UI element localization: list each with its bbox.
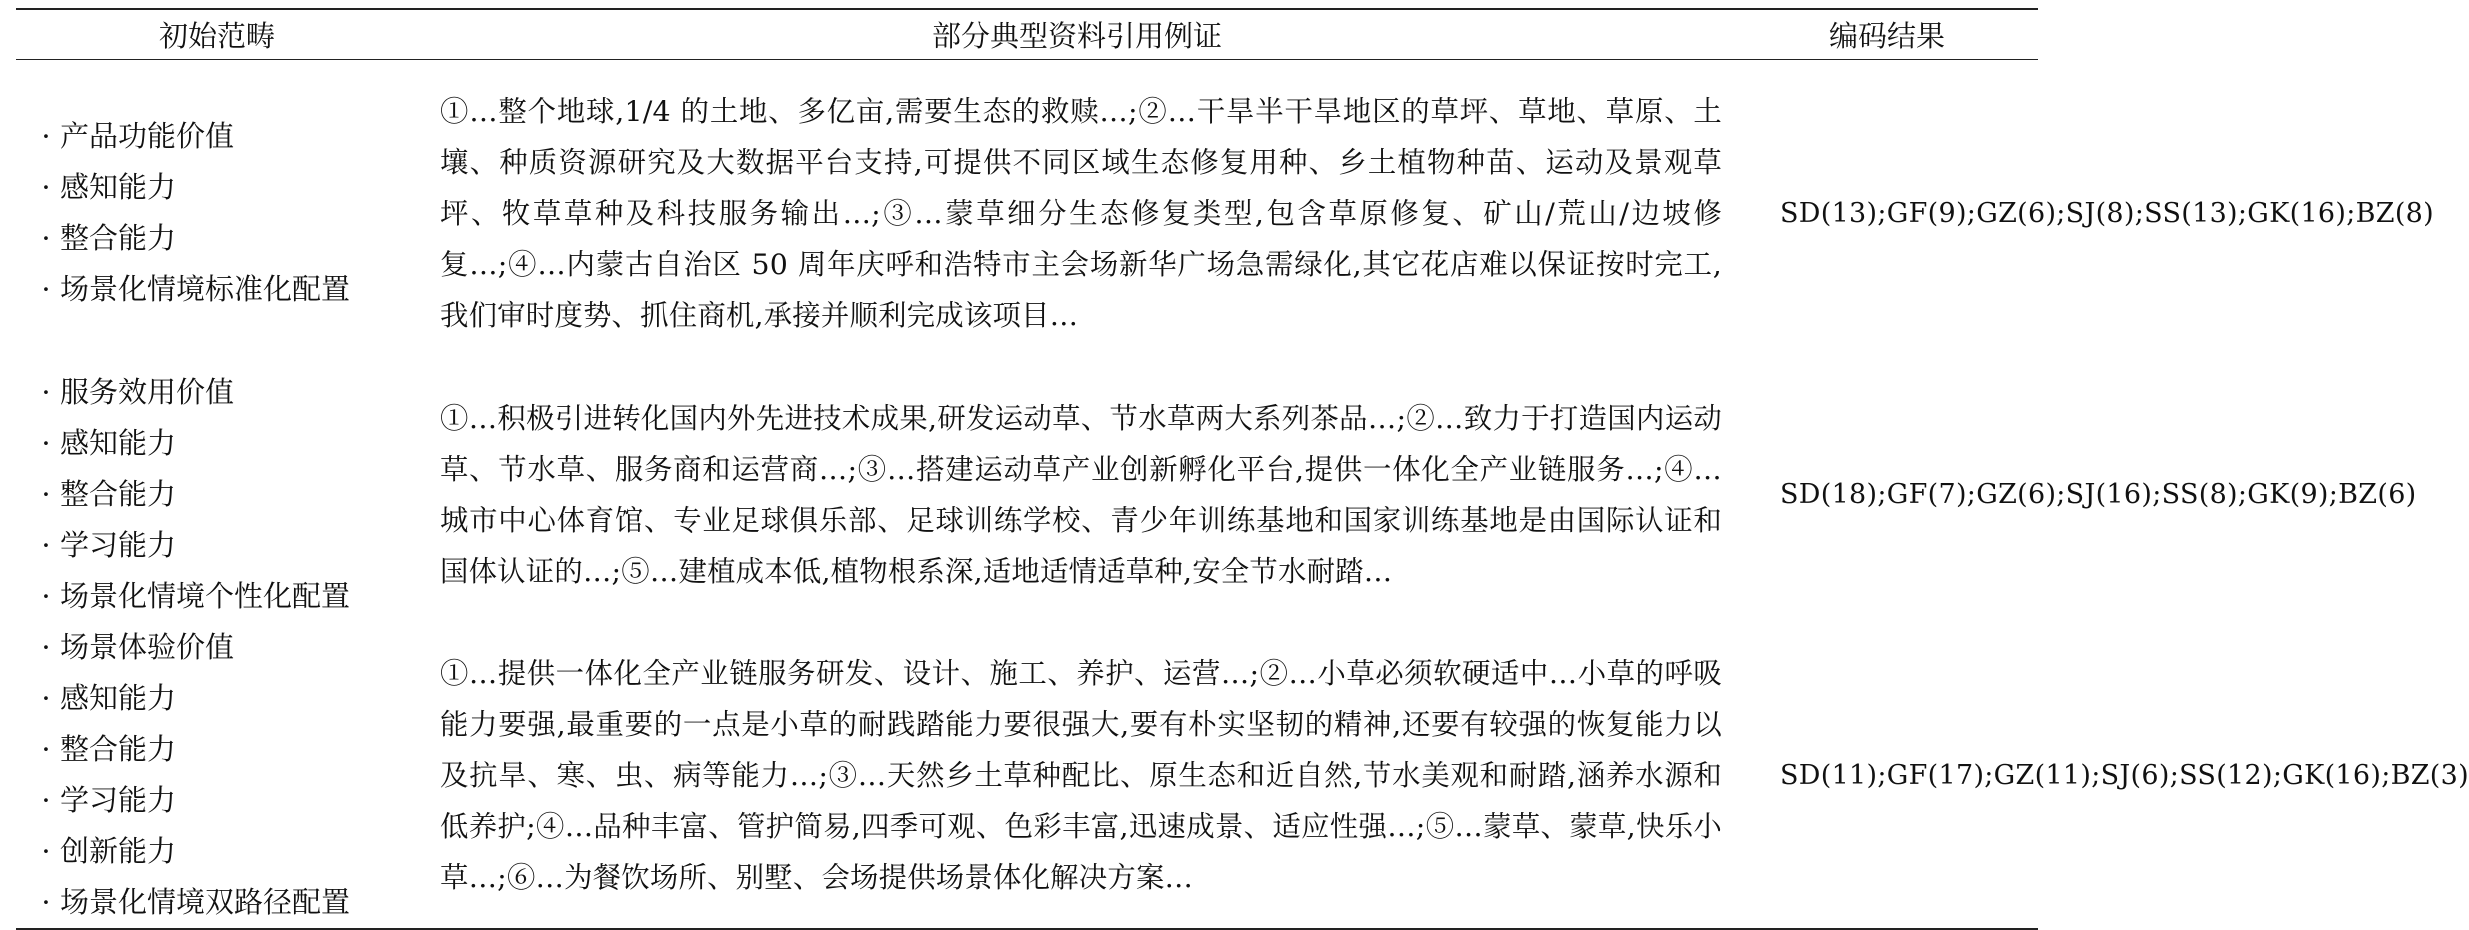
category-cell [16, 367, 418, 622]
category-item: · 场景体验价值 [36, 622, 418, 673]
category-item: · 感知能力 [36, 162, 418, 213]
category-list [16, 367, 418, 622]
category-item: · 场景化情境标准化配置 [36, 264, 418, 315]
header-initial-category: 初始范畴 [16, 9, 418, 59]
category-item: · 场景化情境双路径配置 [36, 877, 418, 928]
category-item: · 整合能力 [36, 469, 418, 520]
table-row [16, 622, 2038, 929]
table-row [16, 59, 2038, 367]
category-item: · 感知能力 [36, 673, 418, 724]
category-item: · 学习能力 [36, 775, 418, 826]
category-item: · 服务效用价值 [36, 367, 418, 418]
category-item: · 整合能力 [36, 213, 418, 264]
result-cell: SD(18);GF(7);GZ(6);SJ(16);SS(8);GK(9);BZ(6) [1780, 479, 2417, 510]
example-cell: ①…整个地球,1/4 的土地、多亿亩,需要生态的救赎…;②…干旱半干旱地区的草坪、草地、草原、土壤、种质资源研究及大数据平台支持,可提供不同区域生态修复用种、乡土植物种苗、运动及景观草坪、牧草草种及科技服务输出…;③…蒙草细分生态修复类型,包含草原修复、矿山/荒山/边坡修复…;④…内蒙古自治区 50 周年庆呼和浩特市主会场新华广场急需绿化,其它花店难以保证按时完工,我们审时度势、抓住商机,承接并顺利完成该项目… [440, 94, 1722, 332]
category-cell [16, 59, 418, 367]
example-cell: ①…积极引进转化国内外先进技术成果,研发运动草、节水草两大系列茶品…;②…致力于打造国内运动草、节水草、服务商和运营商…;③…搭建运动草产业创新孵化平台,提供一体化全产业链服务…;④…城市中心体育馆、专业足球俱乐部、足球训练学校、青少年训练基地和国家训练基地是由国际认证和国体认证的…;⑤…建植成本低,植物根系深,适地适情适草种,安全节水耐踏… [440, 401, 1722, 588]
result-cell: SD(13);GF(9);GZ(6);SJ(8);SS(13);GK(16);BZ(8) [1780, 197, 2434, 229]
category-item: · 场景化情境个性化配置 [36, 571, 418, 622]
coding-table [16, 8, 2469, 930]
category-item: · 创新能力 [36, 826, 418, 877]
category-list [16, 111, 418, 315]
header-typical-examples: 部分典型资料引用例证 [418, 9, 1736, 59]
category-item: · 学习能力 [36, 520, 418, 571]
header-coding-result: 编码结果 [1736, 9, 2038, 59]
category-cell [16, 622, 418, 929]
table-header-row [16, 9, 2038, 59]
table-row [16, 367, 2038, 622]
example-cell: ①…提供一体化全产业链服务研发、设计、施工、养护、运营…;②…小草必须软硬适中…小草的呼吸能力要强,最重要的一点是小草的耐践踏能力要很强大,要有朴实坚韧的精神,还要有较强的恢复能力以及抗旱、寒、虫、病等能力…;③…天然乡土草种配比、原生态和近自然,节水美观和耐踏,涵养水源和低养护;④…品种丰富、管护简易,四季可观、色彩丰富,迅速成景、适应性强…;⑤…蒙草、蒙草,快乐小草…;⑥…为餐饮场所、别墅、会场提供场景体化解决方案… [418, 622, 1736, 929]
category-item: · 感知能力 [36, 418, 418, 469]
category-list [16, 622, 418, 928]
result-cell: SD(11);GF(17);GZ(11);SJ(6);SS(12);GK(16);BZ(3) [1736, 622, 2038, 929]
category-item: · 整合能力 [36, 724, 418, 775]
category-item: · 产品功能价值 [36, 111, 418, 162]
